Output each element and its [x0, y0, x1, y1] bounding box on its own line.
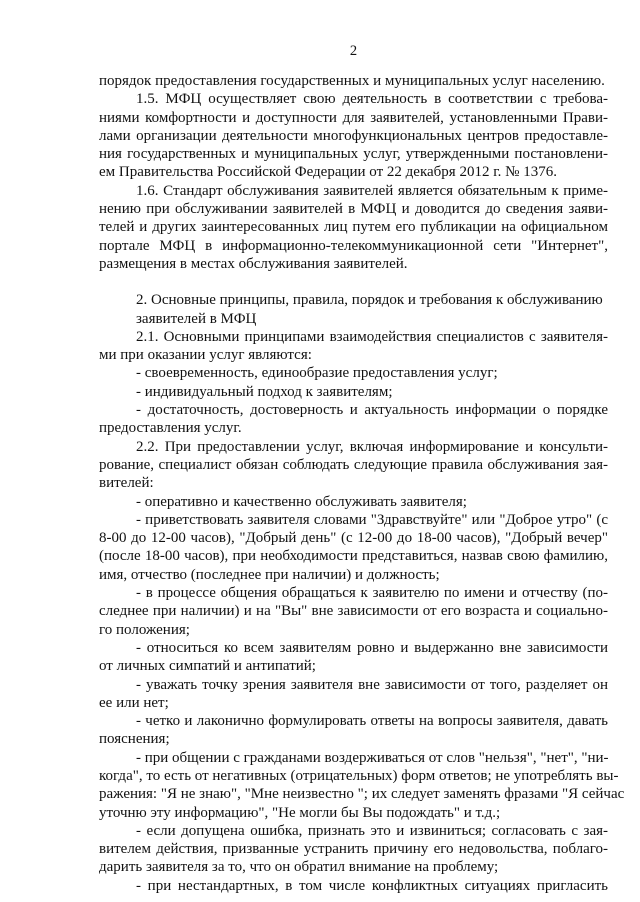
text-line: ем Правительства Российской Федерации от 22 декабря 2012 г. № 1376. [99, 164, 557, 181]
text-line: рование, специалист обязан соблюдать следующие правила обслуживания зая- [99, 456, 608, 473]
text-line: лами организации деятельности многофункциональных центров предоставле- [99, 127, 608, 144]
text-line: - при нестандартных, в том числе конфликтных ситуациях пригласить [136, 877, 608, 894]
text-line: размещения в местах обслуживания заявителей. [99, 255, 408, 272]
text-line: телей и других заинтересованных лиц путем его публикации на официальном [99, 219, 608, 236]
text-line: - оперативно и качественно обслуживать заявителя; [136, 493, 467, 510]
text-line: ражения: "Я не знаю", "Мне неизвестно "; их следует заменять фразами "Я сейчас [99, 786, 625, 803]
text-line: 2.2. При предоставлении услуг, включая информирование и консульти- [136, 438, 608, 455]
paragraph-gap [99, 273, 608, 291]
text-line: уточню эту информацию", "Не могли бы Вы подождать" и т.д.; [99, 804, 501, 821]
text-line: ния государственных и муниципальных услуг, утвержденными постановлени- [99, 146, 608, 163]
text-line: вителей: [99, 475, 154, 492]
text-line: ниями комфортности и доступности для заявителей, установленными Прави- [99, 109, 608, 126]
text-line: 2.1. Основными принципами взаимодействия специалистов с заявителя- [136, 328, 608, 345]
text-line: (после 18-00 часов), при необходимости представиться, назвав свою фамилию, [99, 548, 608, 565]
text-line: пояснения; [99, 731, 170, 748]
text-line: 1.5. МФЦ осуществляет свою деятельность в соответствии с требова- [136, 91, 608, 108]
text-line: - приветствовать заявителя словами "Здравствуйте" или "Доброе утро" (с [136, 511, 608, 528]
text-line: 2. Основные принципы, правила, порядок и требования к обслуживанию [136, 292, 603, 309]
text-line: предоставления услуг. [99, 420, 242, 437]
text-line: заявителей в МФЦ [136, 310, 257, 327]
text-line: го положения; [99, 621, 190, 638]
text-line: - при общении с гражданами воздерживаться от слов "нельзя", "нет", "ни- [136, 749, 609, 766]
text-line: - относиться ко всем заявителям ровно и выдержанно вне зависимости [136, 639, 608, 656]
text-line: следнее при наличии) и на "Вы" вне зависимости от его возраста и социально- [99, 603, 608, 620]
text-line: вителем действия, призванные устранить причину его недовольства, поблаго- [99, 841, 608, 858]
text-line: порядок предоставления государственных и муниципальных услуг населению. [99, 73, 605, 89]
text-line: 1.6. Стандарт обслуживания заявителей является обязательным к приме- [136, 182, 608, 199]
text-line: - достаточность, достоверность и актуальность информации о порядке [136, 402, 608, 419]
text-line: ее или нет; [99, 694, 169, 711]
text-line: - индивидуальный подход к заявителям; [136, 383, 393, 400]
text-line: дарить заявителя за то, что он обратил внимание на проблему; [99, 859, 499, 876]
text-line: ми при оказании услуг являются: [99, 347, 312, 364]
text-line: - если допущена ошибка, признать это и извиниться; согласовать с зая- [136, 822, 608, 839]
text-line: нению при обслуживании заявителей в МФЦ и доводится до сведения заяви- [99, 201, 608, 218]
document-body [99, 72, 625, 895]
text-line: - своевременность, единообразие предоставления услуг; [136, 365, 498, 382]
text-line: когда", то есть от негативных (отрицательных) форм ответов; не употреблять вы- [99, 767, 619, 784]
text-line: 8-00 до 12-00 часов), "Добрый день" (с 12-00 до 18-00 часов), "Добрый вечер" [99, 530, 608, 547]
text-line: - уважать точку зрения заявителя вне зависимости от того, разделяет он [136, 676, 608, 693]
text-line: - в процессе общения обращаться к заявителю по имени и отчеству (по- [136, 585, 608, 602]
text-line: - четко и лаконично формулировать ответы на вопросы заявителя, давать [136, 713, 608, 730]
text-line: от личных симпатий и антипатий; [99, 658, 316, 675]
text-line: имя, отчество (последнее при наличии) и должность; [99, 566, 440, 583]
text-line: портале МФЦ в информационно-телекоммуникационной сети "Интернет", [99, 237, 608, 254]
page-number: 2 [349, 43, 358, 59]
